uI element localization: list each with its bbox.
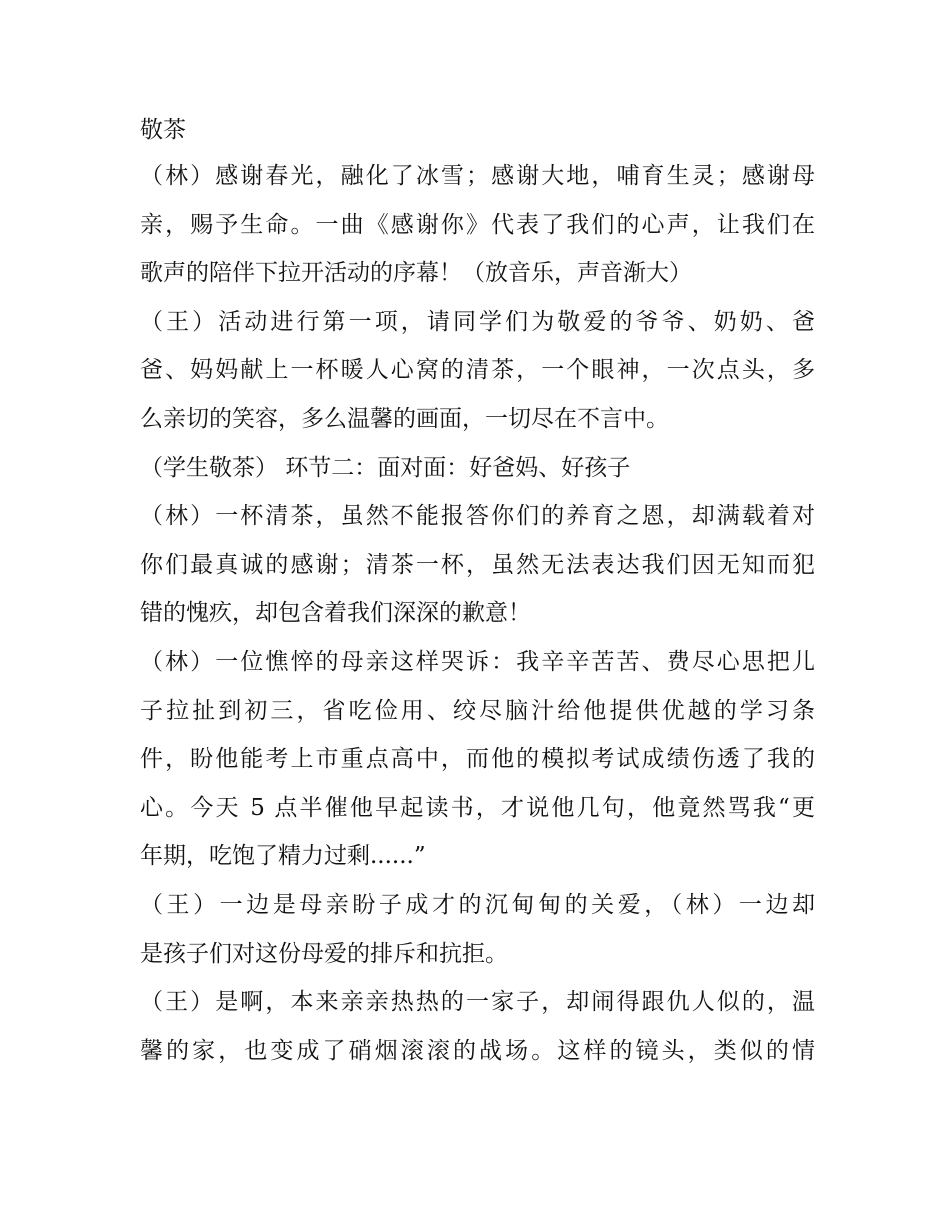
text-line: 馨的家，也变成了硝烟滚滚的战场。这样的镜头，类似的情 <box>140 1037 815 1064</box>
text-line: （学生敬茶） 环节二：面对面：好爸妈、好孩子 <box>140 454 631 481</box>
section-heading: 敬茶 <box>140 117 186 143</box>
text-line: 么亲切的笑容，多么温馨的画面，一切尽在不言中。 <box>140 405 669 432</box>
text-line: （王）活动进行第一项，请同学们为敬爱的爷爷、奶奶、爸 <box>140 308 815 335</box>
text-line: 歌声的陪伴下拉开活动的序幕！（放音乐，声音渐大） <box>140 260 692 287</box>
text-line: 件，盼他能考上市重点高中，而他的模拟考试成绩伤透了我的 <box>140 746 815 773</box>
text-line: （王）是啊，本来亲亲热热的一家子，却闹得跟仇人似的，温 <box>140 989 815 1016</box>
text-line: （林）感谢春光，融化了冰雪；感谢大地，哺育生灵；感谢母 <box>140 163 815 189</box>
text-line: 亲，赐予生命。一曲《感谢你》代表了我们的心声，让我们在 <box>140 211 815 238</box>
text-line: 是孩子们对这份母爱的排斥和抗拒。 <box>140 940 508 967</box>
text-line: （林）一杯清茶，虽然不能报答你们的养育之恩，却满载着对 <box>140 503 815 530</box>
text-line: 心。今天 5 点半催他早起读书，才说他几句，他竟然骂我“更 <box>140 794 815 821</box>
text-line: 错的愧疚，却包含着我们深深的歉意！ <box>140 600 531 627</box>
document-page <box>140 108 815 1075</box>
text-line: 年期，吃饱了精力过剩......” <box>140 843 426 870</box>
text-line: 子拉扯到初三，省吃俭用、绞尽脑汁给他提供优越的学习条 <box>140 697 815 724</box>
text-line: 你们最真诚的感谢；清茶一杯，虽然无法表达我们因无知而犯 <box>140 551 815 578</box>
text-line: （王）一边是母亲盼子成才的沉甸甸的关爱，（林）一边却 <box>140 891 815 918</box>
text-line: （林）一位憔悴的母亲这样哭诉：我辛辛苦苦、费尽心思把儿 <box>140 648 815 675</box>
text-line: 爸、妈妈献上一杯暖人心窝的清茶，一个眼神，一次点头，多 <box>140 357 815 384</box>
